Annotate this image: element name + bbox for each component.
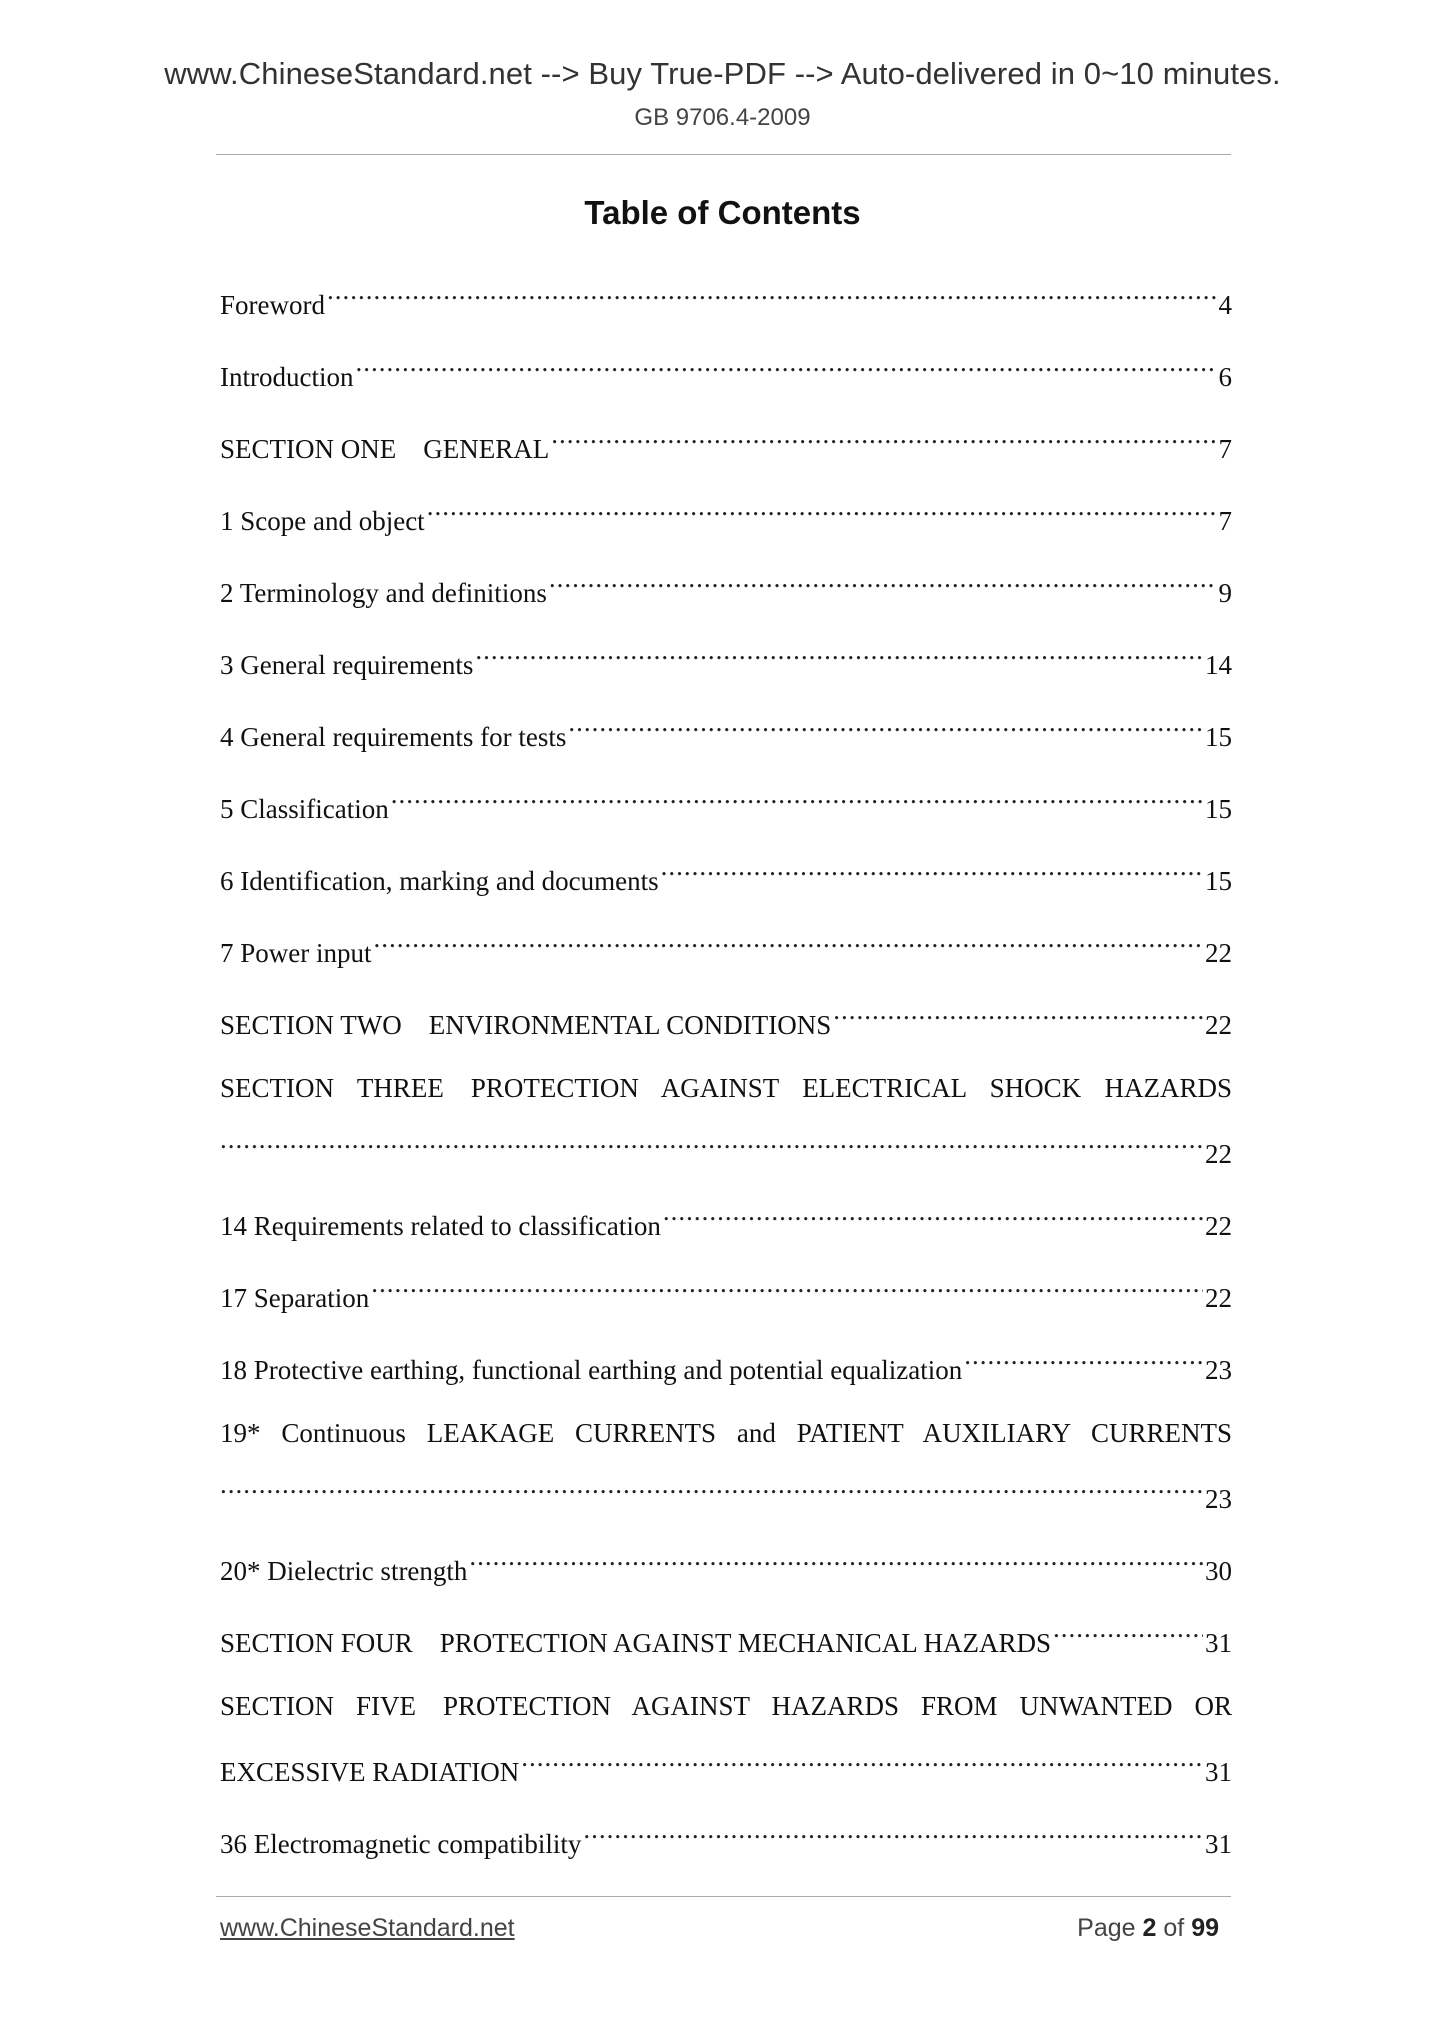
toc-leader-dots — [427, 494, 1217, 530]
toc-entry-20[interactable] — [220, 1544, 1232, 1586]
footer-divider — [216, 1896, 1231, 1897]
toc-entry-page: 15 — [1205, 866, 1232, 896]
toc-entry-18[interactable] — [220, 1343, 1232, 1385]
toc-entry-19-leader[interactable] — [220, 1472, 1232, 1514]
toc-entry-section-three-leader[interactable] — [220, 1127, 1232, 1169]
toc-entry-label: 17 Separation — [220, 1283, 370, 1313]
toc-entry-section-five-leader[interactable] — [220, 1745, 1232, 1787]
toc-leader-dots — [220, 1472, 1203, 1508]
toc-entry-label: 18 Protective earthing, functional earthing and potential equalization — [220, 1355, 963, 1385]
toc-entry-page: 4 — [1218, 290, 1232, 320]
header-divider — [216, 154, 1231, 155]
toc-entry-label: SECTION FOUR PROTECTION AGAINST MECHANICAL HAZARDS — [220, 1628, 1052, 1658]
toc-entry-page: 31 — [1205, 1829, 1232, 1859]
page-title: Table of Contents — [584, 194, 861, 231]
page-total: 99 — [1191, 1914, 1219, 1942]
toc-entry-page: 22 — [1205, 938, 1232, 968]
toc-entry-page: 7 — [1218, 434, 1232, 464]
toc-leader-dots — [549, 566, 1217, 602]
toc-entry-label: SECTION ONE GENERAL — [220, 434, 550, 464]
toc-entry-label: 36 Electromagnetic compatibility — [220, 1829, 582, 1859]
toc-entry-page: 23 — [1205, 1355, 1232, 1385]
toc-entry-17[interactable] — [220, 1271, 1232, 1313]
toc-entry-section-one[interactable] — [220, 422, 1232, 464]
toc-entry-label: 3 General requirements — [220, 650, 474, 680]
toc-entry-label: 5 Classification — [220, 794, 389, 824]
toc-entry-section-three-label[interactable]: SECTION THREE PROTECTION AGAINST ELECTRICAL SHOCK HAZARDS — [220, 1073, 1232, 1103]
toc-entry-page: 9 — [1218, 578, 1232, 608]
page-number — [1077, 1914, 1219, 1943]
toc-entry-page: 31 — [1205, 1757, 1232, 1787]
toc-leader-dots — [327, 278, 1217, 314]
toc-leader-dots — [521, 1745, 1203, 1781]
toc-leader-dots — [1053, 1616, 1203, 1652]
toc-entry-foreword[interactable] — [220, 278, 1232, 320]
toc-entry-page: 22 — [1205, 1139, 1232, 1169]
toc-entry-label: Introduction — [220, 362, 354, 392]
toc-leader-dots — [220, 1127, 1203, 1163]
toc-entry-label: Foreword — [220, 290, 325, 320]
footer-website-link[interactable]: www.ChineseStandard.net — [220, 1914, 515, 1942]
toc-leader-dots — [663, 1199, 1203, 1235]
toc-entry-page: 22 — [1205, 1211, 1232, 1241]
toc-entry-page: 7 — [1218, 506, 1232, 536]
toc-entry-4[interactable] — [220, 710, 1232, 752]
toc-entry-page: 15 — [1205, 722, 1232, 752]
toc-entry-label: 1 Scope and object — [220, 506, 425, 536]
page-of: of — [1163, 1914, 1185, 1942]
toc-entry-page: 31 — [1205, 1628, 1232, 1658]
toc-entry-2[interactable] — [220, 566, 1232, 608]
toc-leader-dots — [833, 998, 1203, 1034]
toc-entry-19-label[interactable]: 19* Continuous LEAKAGE CURRENTS and PATIENT AUXILIARY CURRENTS — [220, 1418, 1232, 1448]
page-prefix: Page — [1077, 1914, 1136, 1942]
toc-leader-dots — [568, 710, 1203, 746]
standard-number: GB 9706.4-2009 — [634, 104, 811, 131]
toc-entry-page: 14 — [1205, 650, 1232, 680]
toc-leader-dots — [964, 1343, 1203, 1379]
toc-entry-label: 7 Power input — [220, 938, 372, 968]
toc-leader-dots — [355, 350, 1216, 386]
toc-entry-label: 20* Dielectric strength — [220, 1556, 468, 1586]
toc-entry-page: 22 — [1205, 1010, 1232, 1040]
toc-entry-section-two[interactable] — [220, 998, 1232, 1040]
toc-leader-dots — [475, 638, 1203, 674]
toc-entry-page: 6 — [1218, 362, 1232, 392]
toc-entry-page: 30 — [1205, 1556, 1232, 1586]
toc-entry-page: 22 — [1205, 1283, 1232, 1313]
toc-entry-1[interactable] — [220, 494, 1232, 536]
toc-leader-dots — [374, 926, 1204, 962]
toc-leader-dots — [371, 1271, 1203, 1307]
toc-entry-page: 15 — [1205, 794, 1232, 824]
toc-entry-label: 6 Identification, marking and documents — [220, 866, 659, 896]
toc-entry-label: 2 Terminology and definitions — [220, 578, 547, 608]
toc-entry-label: EXCESSIVE RADIATION — [220, 1757, 520, 1787]
toc-leader-dots — [391, 782, 1203, 818]
toc-entry-section-five-label[interactable]: SECTION FIVE PROTECTION AGAINST HAZARDS FROM UNWANTED OR — [220, 1691, 1232, 1721]
toc-leader-dots — [469, 1544, 1203, 1580]
toc-entry-section-four[interactable] — [220, 1616, 1232, 1658]
toc-entry-introduction[interactable] — [220, 350, 1232, 392]
toc-entry-14[interactable] — [220, 1199, 1232, 1241]
page-current: 2 — [1142, 1914, 1157, 1942]
toc-leader-dots — [583, 1817, 1203, 1853]
toc-leader-dots — [551, 422, 1216, 458]
toc-leader-dots — [661, 854, 1203, 890]
toc-entry-label: 14 Requirements related to classification — [220, 1211, 661, 1241]
toc-entry-page: 23 — [1205, 1484, 1232, 1514]
toc-entry-label: SECTION TWO ENVIRONMENTAL CONDITIONS — [220, 1010, 832, 1040]
toc-entry-5[interactable] — [220, 782, 1232, 824]
toc-entry-6[interactable] — [220, 854, 1232, 896]
header-banner[interactable]: www.ChineseStandard.net --> Buy True-PDF --> Auto-delivered in 0~10 minutes. — [164, 56, 1281, 91]
toc-entry-7[interactable] — [220, 926, 1232, 968]
toc-entry-3[interactable] — [220, 638, 1232, 680]
toc-entry-36[interactable] — [220, 1817, 1232, 1859]
toc-entry-label: 4 General requirements for tests — [220, 722, 567, 752]
